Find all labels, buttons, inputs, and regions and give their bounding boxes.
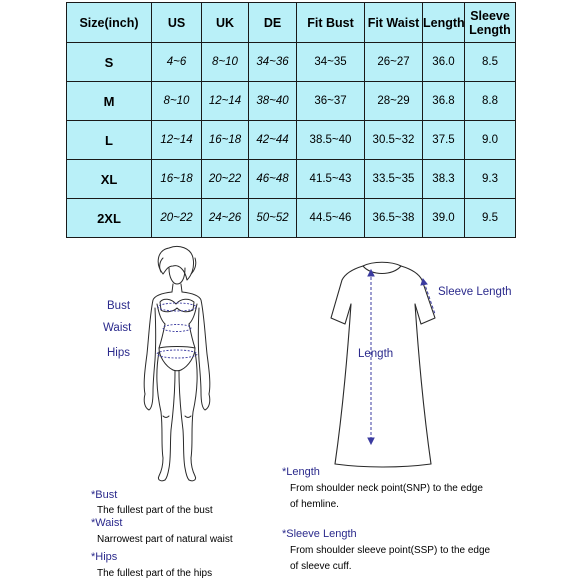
table-cell: 33.5~35 <box>365 160 423 199</box>
table-cell: 16~18 <box>202 121 249 160</box>
table-cell: 2XL <box>67 199 152 238</box>
header-size: Size(inch) <box>67 3 152 43</box>
table-cell: 12~14 <box>202 82 249 121</box>
table-cell: 37.5 <box>423 121 465 160</box>
table-cell: 46~48 <box>249 160 297 199</box>
table-cell: 20~22 <box>152 199 202 238</box>
table-cell: 26~27 <box>365 43 423 82</box>
table-row <box>67 43 516 82</box>
table-cell: 8.8 <box>465 82 516 121</box>
size-chart-table <box>66 2 516 238</box>
table-cell: 44.5~46 <box>297 199 365 238</box>
note-waist-text: Narrowest part of natural waist <box>97 534 233 545</box>
table-cell: 8.5 <box>465 43 516 82</box>
dress-outline-illustration <box>325 258 450 470</box>
note-length-title: *Length <box>282 466 320 478</box>
table-cell: 34~35 <box>297 43 365 82</box>
table-cell: XL <box>67 160 152 199</box>
header-sleeve-length: Sleeve Length <box>465 3 516 43</box>
table-cell: 50~52 <box>249 199 297 238</box>
table-row <box>67 82 516 121</box>
header-us: US <box>152 3 202 43</box>
note-sleeve-length-line2: of sleeve cuff. <box>290 561 352 572</box>
note-length-line1: From shoulder neck point(SNP) to the edge <box>290 483 483 494</box>
table-cell: 8~10 <box>202 43 249 82</box>
note-sleeve-length-line1: From shoulder sleeve point(SSP) to the edge <box>290 545 491 556</box>
table-row <box>67 121 516 160</box>
header-fit-waist: Fit Waist <box>365 3 423 43</box>
note-hips-text: The fullest part of the hips <box>97 568 213 579</box>
dress-figure <box>325 258 450 470</box>
table-cell: 42~44 <box>249 121 297 160</box>
table-cell: 30.5~32 <box>365 121 423 160</box>
table-cell: 16~18 <box>152 160 202 199</box>
table-cell: 36.5~38 <box>365 199 423 238</box>
table-cell: L <box>67 121 152 160</box>
table-cell: 38~40 <box>249 82 297 121</box>
header-fit-bust: Fit Bust <box>297 3 365 43</box>
table-cell: 28~29 <box>365 82 423 121</box>
header-de: DE <box>249 3 297 43</box>
table-row <box>67 199 516 238</box>
table-cell: 38.3 <box>423 160 465 199</box>
note-bust-title: *Bust <box>91 489 118 501</box>
body-outline-illustration <box>125 244 225 484</box>
table-cell: 36.0 <box>423 43 465 82</box>
table-cell: 9.3 <box>465 160 516 199</box>
table-cell: 36~37 <box>297 82 365 121</box>
table-cell: 38.5~40 <box>297 121 365 160</box>
sleeve-length-label: Sleeve Length <box>438 286 512 298</box>
note-bust-text: The fullest part of the bust <box>97 505 213 516</box>
header-uk: UK <box>202 3 249 43</box>
table-cell: 41.5~43 <box>297 160 365 199</box>
note-length-line2: of hemline. <box>290 499 339 510</box>
table-cell: S <box>67 43 152 82</box>
note-sleeve-length-title: *Sleeve Length <box>282 528 357 540</box>
table-cell: 9.5 <box>465 199 516 238</box>
body-figure <box>125 244 225 484</box>
table-cell: 20~22 <box>202 160 249 199</box>
waist-label: Waist <box>103 322 132 334</box>
table-cell: 9.0 <box>465 121 516 160</box>
table-cell: 12~14 <box>152 121 202 160</box>
table-cell: 34~36 <box>249 43 297 82</box>
note-hips-title: *Hips <box>91 551 118 563</box>
table-cell: 8~10 <box>152 82 202 121</box>
note-waist-title: *Waist <box>91 517 123 529</box>
length-label: Length <box>358 348 394 360</box>
header-length: Length <box>423 3 465 43</box>
table-cell: 39.0 <box>423 199 465 238</box>
table-cell: M <box>67 82 152 121</box>
bust-label: Bust <box>107 300 131 312</box>
hips-label: Hips <box>107 347 131 359</box>
table-cell: 24~26 <box>202 199 249 238</box>
table-row <box>67 160 516 199</box>
table-header-row <box>67 3 516 43</box>
table-cell: 4~6 <box>152 43 202 82</box>
table-cell: 36.8 <box>423 82 465 121</box>
